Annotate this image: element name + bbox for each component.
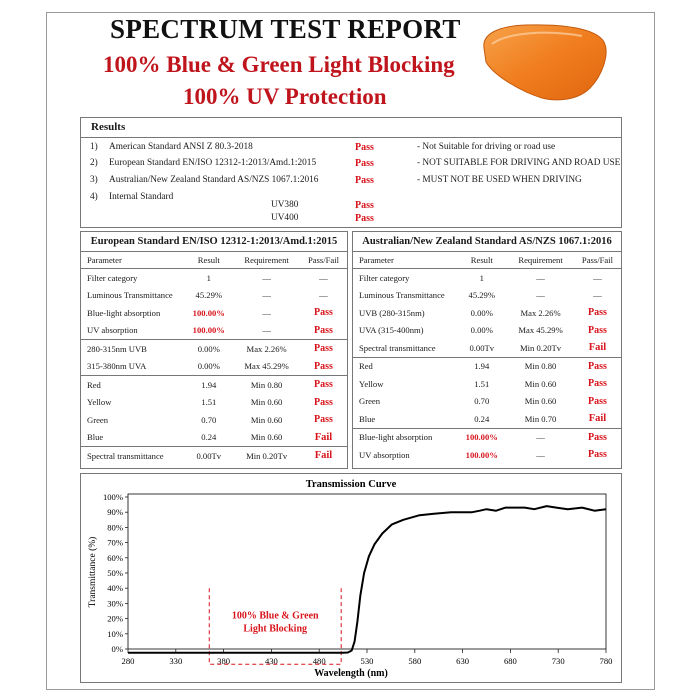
result-status: Pass	[355, 175, 374, 186]
y-tick-label: 90%	[107, 507, 123, 518]
table-header-row	[353, 252, 621, 269]
pass-fail-cell: —	[593, 290, 602, 301]
pass-fail-cell: Pass	[300, 376, 347, 394]
table-row	[81, 304, 347, 322]
parameter-cell: Spectral transmittance	[81, 447, 184, 465]
table-row	[81, 411, 347, 429]
pass-fail-cell: —	[593, 272, 602, 283]
internal-standard-status: Pass	[355, 213, 374, 224]
result-number: 2)	[90, 158, 98, 168]
plot-area	[128, 494, 606, 649]
result-standard: American Standard ANSI Z 80.3-2018	[109, 142, 253, 152]
result-cell: 45.29%	[468, 290, 496, 301]
y-tick-label: 100%	[102, 492, 123, 502]
internal-standard-label: UV380	[271, 200, 299, 210]
results-box	[80, 117, 622, 228]
requirement-cell: Max 2.26%	[520, 307, 561, 318]
y-axis-label: Transmittance (%)	[88, 536, 98, 608]
table-header-cell: Requirement	[233, 252, 300, 269]
result-cell: 0.70	[474, 396, 490, 407]
table-header-cell: Parameter	[81, 252, 184, 269]
table-row	[353, 269, 621, 287]
parameter-cell: Yellow	[359, 378, 384, 389]
pass-fail-cell: Fail	[588, 342, 607, 354]
table-row	[353, 410, 621, 428]
table-header-cell: Result	[456, 252, 507, 269]
requirement-cell: —	[262, 290, 271, 301]
parameter-cell: 315-380nm UVA	[87, 361, 147, 372]
requirement-cell: —	[536, 449, 545, 460]
x-tick-label: 330	[169, 656, 183, 666]
parameter-cell: Blue-light absorption	[353, 428, 456, 446]
requirement-cell: Min 0.60	[250, 414, 283, 425]
y-tick-label: 80%	[107, 522, 123, 533]
pass-fail-cell: Pass	[574, 428, 621, 446]
parameter-cell: Luminous Transmittance	[87, 290, 173, 301]
result-cell: 100.00%	[456, 428, 507, 446]
internal-standard-status: Pass	[355, 200, 374, 211]
y-tick-label: 40%	[107, 583, 123, 594]
parameter-cell: UV absorption	[359, 449, 410, 460]
result-cell: 1	[479, 272, 484, 283]
pass-fail-cell: Pass	[314, 414, 333, 426]
y-tick-label: 10%	[107, 628, 123, 639]
parameter-cell: Red	[81, 376, 184, 394]
requirement-cell: Min 0.80	[507, 357, 574, 375]
pass-fail-cell: Pass	[314, 307, 333, 319]
requirement-cell: —	[536, 290, 545, 301]
table-row	[81, 376, 347, 394]
table-header-cell: Pass/Fail	[574, 252, 621, 269]
parameter-cell: 280-315nm UVB	[81, 340, 184, 358]
au-standard-box	[352, 231, 622, 469]
table-row	[353, 322, 621, 340]
table-row	[353, 375, 621, 393]
result-standard: Australian/New Zealand Standard AS/NZS 1067.1:2016	[109, 175, 319, 185]
table-header-cell: Result	[184, 252, 233, 269]
result-standard: Internal Standard	[109, 192, 174, 202]
parameter-cell: Filter category	[359, 272, 410, 283]
result-cell: 0.00%	[470, 307, 493, 318]
table-row	[353, 428, 621, 446]
annotation-line-1: 100% Blue & Green	[231, 610, 319, 622]
y-tick-label: 70%	[107, 537, 123, 548]
requirement-cell: —	[262, 272, 271, 283]
parameter-cell: Blue-light absorption	[87, 307, 161, 318]
result-cell: 0.24	[474, 413, 490, 424]
pass-fail-cell: Pass	[300, 340, 347, 358]
parameter-cell: Yellow	[87, 397, 112, 408]
subtitle-uv: 100% UV Protection	[183, 84, 387, 109]
parameter-cell: Green	[359, 396, 380, 407]
y-tick-label: 0%	[111, 644, 123, 654]
table-row	[353, 446, 621, 464]
requirement-cell: —	[536, 272, 545, 283]
table-row	[81, 447, 347, 465]
requirement-cell: Min 0.20Tv	[233, 447, 300, 465]
y-tick-label: 60%	[107, 552, 123, 563]
table-row	[353, 339, 621, 357]
table-header-row	[81, 252, 347, 269]
y-tick-label: 30%	[107, 598, 123, 609]
table-row	[353, 304, 621, 322]
requirement-cell: Min 0.60	[524, 396, 557, 407]
requirement-cell: Min 0.70	[524, 413, 557, 424]
result-cell: 100.00%	[465, 449, 498, 460]
au-standard-title: Australian/New Zealand Standard AS/NZS 1067.1:2016	[353, 232, 621, 252]
pass-fail-cell: Fail	[300, 447, 347, 465]
requirement-cell: Max 45.29%	[244, 361, 289, 372]
result-cell: 0.00%	[197, 361, 220, 372]
parameter-cell: Spectral transmittance	[359, 342, 436, 353]
result-note: - MUST NOT BE USED WHEN DRIVING	[417, 175, 582, 185]
page-title: SPECTRUM TEST REPORT	[110, 14, 461, 44]
result-cell: 0.00%	[470, 325, 493, 336]
internal-standard-label: UV400	[271, 213, 299, 223]
parameter-cell: Red	[353, 357, 456, 375]
table-row	[81, 429, 347, 447]
result-status: Pass	[355, 142, 374, 153]
table-row	[81, 287, 347, 305]
pass-fail-cell: Pass	[574, 357, 621, 375]
result-status: Pass	[355, 158, 374, 169]
table-header-cell: Requirement	[507, 252, 574, 269]
requirement-cell: Min 0.20Tv	[520, 342, 562, 353]
x-tick-label: 680	[503, 656, 517, 666]
table-row	[81, 394, 347, 412]
x-tick-label: 380	[217, 656, 231, 666]
result-cell: 1	[206, 272, 211, 283]
pass-fail-cell: Pass	[588, 307, 607, 319]
eu-standard-title: European Standard EN/ISO 12312-1:2013/Amd.1:2015	[81, 232, 347, 252]
requirement-cell: Min 0.80	[233, 376, 300, 394]
table-row	[81, 358, 347, 376]
result-cell: 0.70	[201, 414, 217, 425]
parameter-cell: Blue	[359, 413, 376, 424]
pass-fail-cell: Pass	[588, 395, 607, 407]
results-title: Results	[91, 121, 126, 133]
annotation-line-2: Light Blocking	[243, 623, 308, 635]
requirement-cell: Max 45.29%	[518, 325, 563, 336]
au-standard-table	[353, 252, 621, 464]
pass-fail-cell: Pass	[314, 396, 333, 408]
table-row	[81, 340, 347, 358]
result-number: 4)	[90, 192, 98, 202]
x-tick-label: 430	[264, 656, 278, 666]
x-tick-label: 780	[599, 656, 613, 666]
x-axis-label: Wavelength (nm)	[314, 668, 388, 679]
table-row	[81, 322, 347, 340]
transmission-chart	[81, 474, 621, 682]
pass-fail-cell: —	[319, 290, 328, 301]
y-tick-label: 50%	[107, 568, 123, 578]
pass-fail-cell: Pass	[588, 449, 607, 461]
result-standard: European Standard EN/ISO 12312-1:2013/Amd.1:2015	[109, 158, 317, 168]
requirement-cell: —	[262, 307, 271, 318]
result-cell: 0.00Tv	[184, 447, 233, 465]
result-cell: 0.00Tv	[469, 342, 495, 353]
table-row	[353, 393, 621, 411]
pass-fail-cell: Pass	[588, 378, 607, 390]
result-cell: 0.00%	[184, 340, 233, 358]
result-number: 1)	[90, 142, 98, 152]
parameter-cell: UVA (315-400nm)	[359, 325, 424, 336]
requirement-cell: Min 0.60	[524, 378, 557, 389]
result-cell: 1.94	[456, 357, 507, 375]
pass-fail-cell: Fail	[314, 431, 333, 443]
x-tick-label: 630	[456, 656, 470, 666]
table-row	[353, 287, 621, 305]
result-note: - NOT SUITABLE FOR DRIVING AND ROAD USE	[417, 158, 621, 168]
eu-standard-table	[81, 252, 347, 465]
table-row	[353, 357, 621, 375]
result-cell: 45.29%	[195, 290, 223, 301]
requirement-cell: Min 0.60	[250, 432, 283, 443]
parameter-cell: Blue	[87, 432, 104, 443]
x-tick-label: 730	[551, 656, 565, 666]
result-cell: 1.51	[201, 397, 217, 408]
result-note: - Not Suitable for driving or road use	[417, 142, 556, 152]
transmission-series-line	[128, 506, 606, 653]
pass-fail-cell: Fail	[588, 413, 607, 425]
pass-fail-cell: —	[319, 272, 328, 283]
parameter-cell: Luminous Transmittance	[359, 290, 445, 301]
chart-title: Transmission Curve	[305, 479, 397, 490]
requirement-cell: —	[262, 325, 271, 336]
requirement-cell: Min 0.60	[250, 397, 283, 408]
requirement-cell: —	[507, 428, 574, 446]
x-tick-label: 530	[360, 656, 374, 666]
parameter-cell: UV absorption	[87, 325, 138, 336]
x-tick-label: 280	[121, 656, 135, 666]
table-header-cell: Pass/Fail	[300, 252, 347, 269]
parameter-cell: Green	[87, 414, 108, 425]
parameter-cell: Filter category	[87, 272, 138, 283]
x-tick-label: 480	[312, 656, 326, 666]
result-cell: 1.94	[184, 376, 233, 394]
result-cell: 1.51	[474, 378, 490, 389]
y-tick-label: 20%	[107, 613, 123, 624]
result-number: 3)	[90, 175, 98, 185]
result-cell: 100.00%	[192, 325, 225, 336]
eu-standard-box	[80, 231, 348, 469]
orange-lens-image	[478, 20, 610, 104]
parameter-cell: UVB (280-315nm)	[359, 307, 425, 318]
result-cell: 0.24	[201, 432, 217, 443]
pass-fail-cell: Pass	[314, 324, 333, 336]
x-tick-label: 580	[408, 656, 422, 666]
result-cell: 100.00%	[192, 307, 225, 318]
pass-fail-cell: Pass	[588, 324, 607, 336]
subtitle-blue-green: 100% Blue & Green Light Blocking	[103, 52, 455, 77]
pass-fail-cell: Pass	[314, 360, 333, 372]
table-row	[81, 269, 347, 287]
transmission-chart-box	[80, 473, 622, 683]
table-header-cell: Parameter	[353, 252, 456, 269]
requirement-cell: Max 2.26%	[233, 340, 300, 358]
